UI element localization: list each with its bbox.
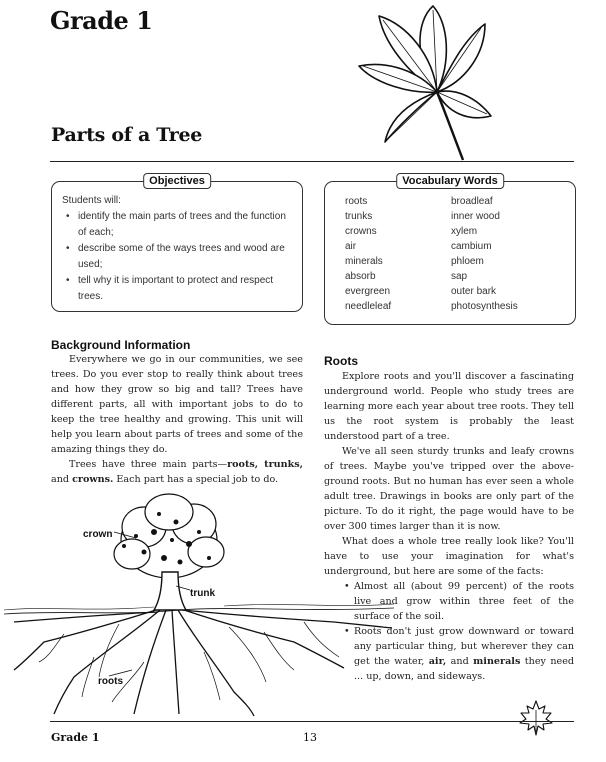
page-title: Parts of a Tree: [51, 124, 203, 146]
background-text: [51, 352, 303, 487]
objectives-label: Objectives: [143, 173, 211, 189]
vocab-word: absorb: [345, 271, 376, 282]
vocab-word: evergreen: [345, 286, 391, 297]
vocabulary-label: Vocabulary Words: [396, 173, 504, 189]
objectives-list: [62, 209, 290, 305]
list-item: • describe some of the ways trees and wood are used;: [66, 243, 285, 270]
header-rule: [50, 161, 574, 162]
vocab-word: inner wood: [451, 211, 500, 222]
page-number: 13: [303, 731, 317, 744]
roots-facts-list: [324, 579, 574, 684]
footer-grade: Grade 1: [51, 731, 100, 744]
objectives-box: [51, 175, 303, 312]
tree-label-roots: roots: [98, 676, 123, 687]
footer-rule: [50, 721, 574, 722]
roots-paragraph-2: We've all seen sturdy trunks and leafy crowns of trees. Maybe you've tripped over the above-ground roots. But no human has ever seen a whole adult tree. Drawings in books are only part of the picture. To do it right, the page would have to be over 300 times larger than it is now.: [324, 446, 574, 532]
tree-label-trunk: trunk: [190, 588, 215, 599]
vocab-word: trunks: [345, 211, 373, 222]
roots-text: [324, 369, 574, 684]
list-item: • tell why it is important to protect and respect trees.: [66, 275, 274, 302]
vocab-word: cambium: [451, 241, 492, 252]
vocab-word: phloem: [451, 256, 484, 267]
vocabulary-box: [324, 175, 576, 325]
vocab-word: roots: [345, 196, 368, 207]
vocab-word: minerals: [345, 256, 383, 267]
vocab-word: air: [345, 241, 357, 252]
vocab-word: crowns: [345, 226, 377, 237]
list-item: • Almost all (about 99 percent) of the roots live and grow within three feet of the surface of the soil.: [344, 581, 574, 622]
vocab-word: sap: [451, 271, 468, 282]
background-heading: Background Information: [51, 338, 191, 352]
background-paragraph-2: Trees have three main parts—roots, trunks, and crowns. Each part has a special job to do.: [51, 459, 303, 485]
tree-label-crown: crown: [83, 529, 113, 540]
roots-paragraph-1: Explore roots and you'll discover a fascinating underground world. People who study trees are learning more each year about tree roots. They tell us the root system is probably the least understood part of a tree.: [324, 371, 574, 442]
list-item: • Roots don't just grow downward or toward any particular thing, but wherever they can get the water, air, and minerals they need ... up, down, and sideways.: [344, 626, 575, 682]
leaf-illustration: [345, 2, 495, 162]
vocabulary-column-1: [345, 194, 391, 314]
roots-heading: Roots: [324, 354, 358, 368]
vocab-word: outer bark: [451, 286, 497, 297]
vocab-word: photosynthesis: [451, 301, 518, 312]
maple-leaf-icon: [516, 698, 556, 738]
roots-paragraph-3: What does a whole tree really look like? You'll have to use your imagination for what's underground, but here are some of the facts:: [324, 536, 574, 577]
vocab-word: xylem: [451, 226, 478, 237]
objectives-intro: Students will:: [62, 195, 121, 206]
vocab-word: needleleaf: [345, 301, 392, 312]
background-paragraph-1: Everywhere we go in our communities, we see trees. Do you ever stop to really think about trees and how they grow so big and tall? Trees have different parts, all with important jobs to do to keep the tree healthy and growing. This unit will help you learn about parts of trees and some of the amazing things they do.: [51, 354, 303, 455]
list-item: • identify the main parts of trees and the function of each;: [66, 211, 286, 238]
vocabulary-column-2: [451, 194, 518, 314]
grade-title: Grade 1: [50, 6, 153, 35]
vocab-word: broadleaf: [451, 196, 493, 207]
